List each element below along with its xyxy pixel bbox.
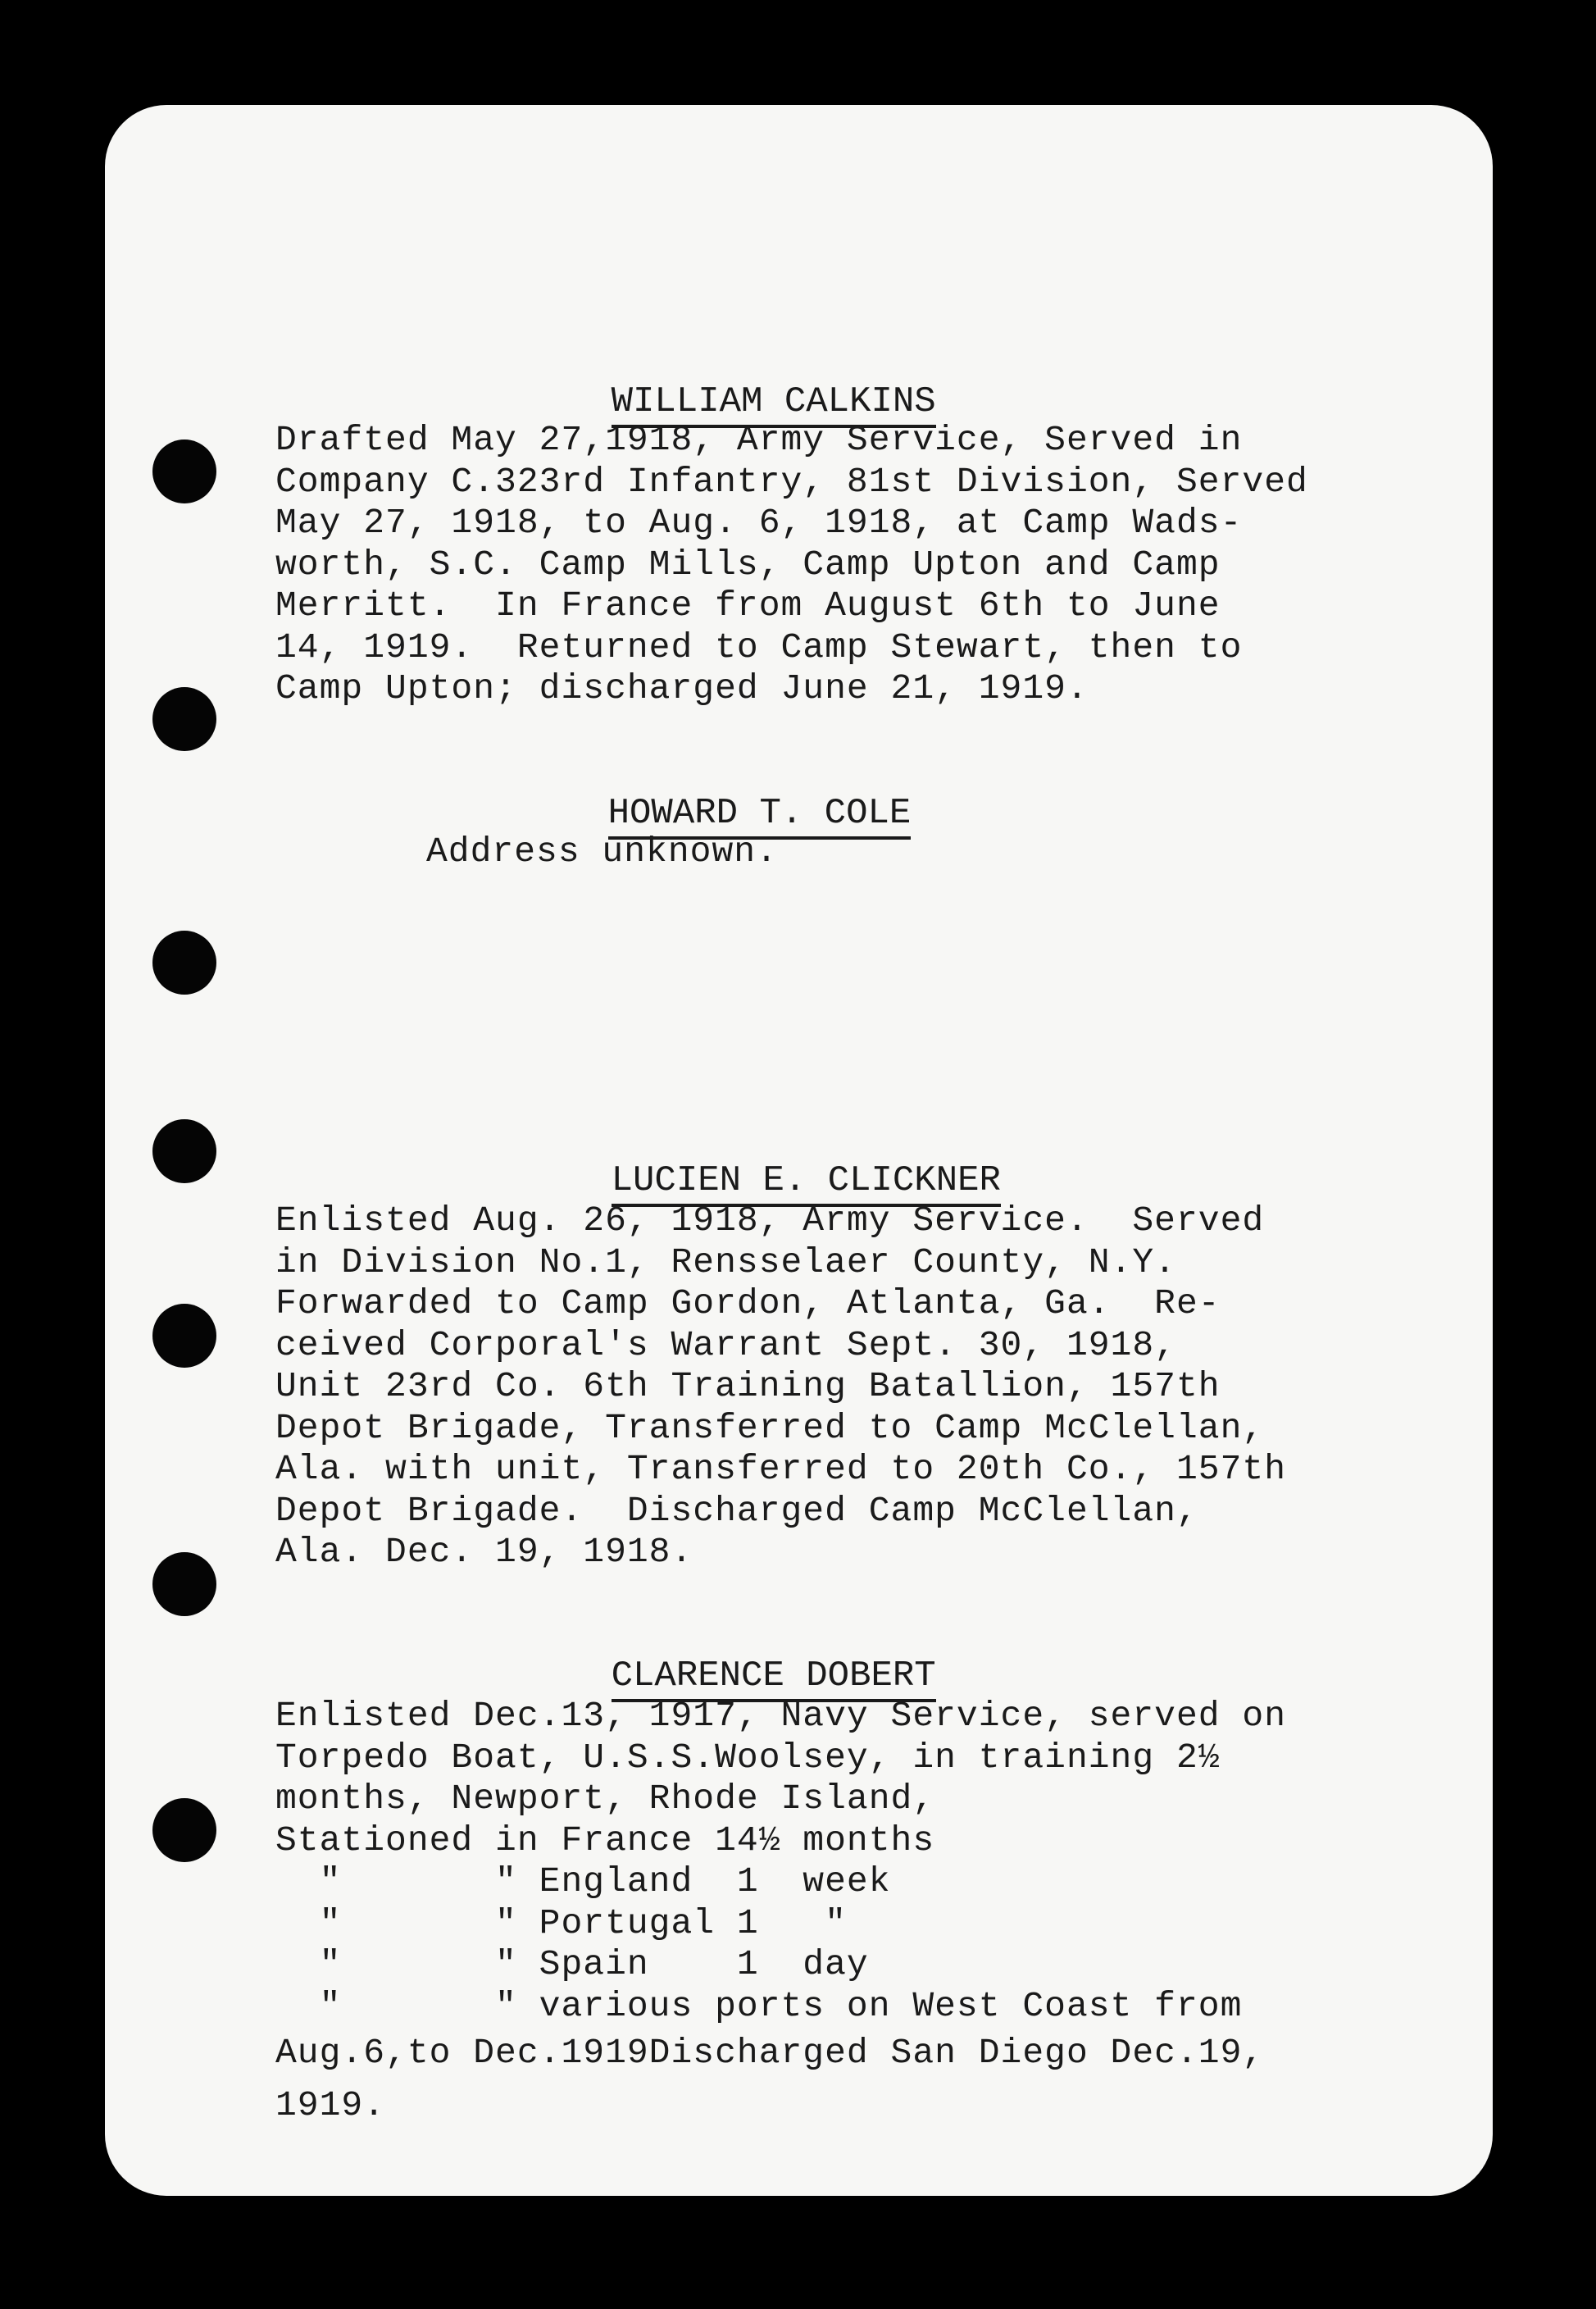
punch-hole bbox=[152, 1798, 216, 1862]
punch-hole bbox=[152, 439, 216, 503]
entry-heading-dobert: CLARENCE DOBERT bbox=[525, 1612, 936, 1745]
entry-heading-cole: HOWARD T. COLE bbox=[521, 749, 911, 882]
punch-hole bbox=[152, 687, 216, 751]
punch-hole bbox=[152, 1119, 216, 1183]
punch-hole bbox=[152, 1552, 216, 1616]
entry-text-calkins: Drafted May 27,1918, Army Service, Served in Company C.323rd Infantry, 81st Division, Served May 27, 1918, to Aug. 6, 1918, at Camp Wads- worth, S.C. Camp Mills, Camp Upton and Camp Merritt. In France from August 6th to June 14, 1919. Returned to Camp Stewart, then to Camp Upton; discharged June 21, 1919. bbox=[275, 420, 1308, 708]
entry-text-cole: Address unknown. bbox=[426, 831, 778, 872]
punch-hole bbox=[152, 931, 216, 995]
entry-heading-clickner: LUCIEN E. CLICKNER bbox=[525, 1117, 1001, 1250]
punch-hole bbox=[152, 1304, 216, 1368]
entry-closing-dobert: Aug.6,to Dec.1919Discharged San Diego Dec.19, 1919. bbox=[275, 2033, 1265, 2125]
entry-heading-calkins: WILLIAM CALKINS bbox=[525, 338, 936, 471]
entry-text-clickner: Enlisted Aug. 26, 1918, Army Service. Served in Division No.1, Rensselaer County, N.Y. Forwarded to Camp Gordon, Atlanta, Ga. Re- ceived Corporal's Warrant Sept. 30, 1918, Unit 23rd Co. 6th Training Batallion, 157th Depot Brigade, Transferred to Camp McClellan, Ala. with unit, Transferred to 20th Co., 157th Depot Brigade. Discharged Camp McClellan, Ala. Dec. 19, 1918. bbox=[275, 1200, 1286, 1572]
entry-text-dobert: Enlisted Dec.13, 1917, Navy Service, served on Torpedo Boat, U.S.S.Woolsey, in training 2½ months, Newport, Rhode Island, Stationed in France 14½ months " " England 1 week " " Portugal 1 " " " Spain 1 day " " various ports on West Coast from bbox=[275, 1696, 1286, 2026]
